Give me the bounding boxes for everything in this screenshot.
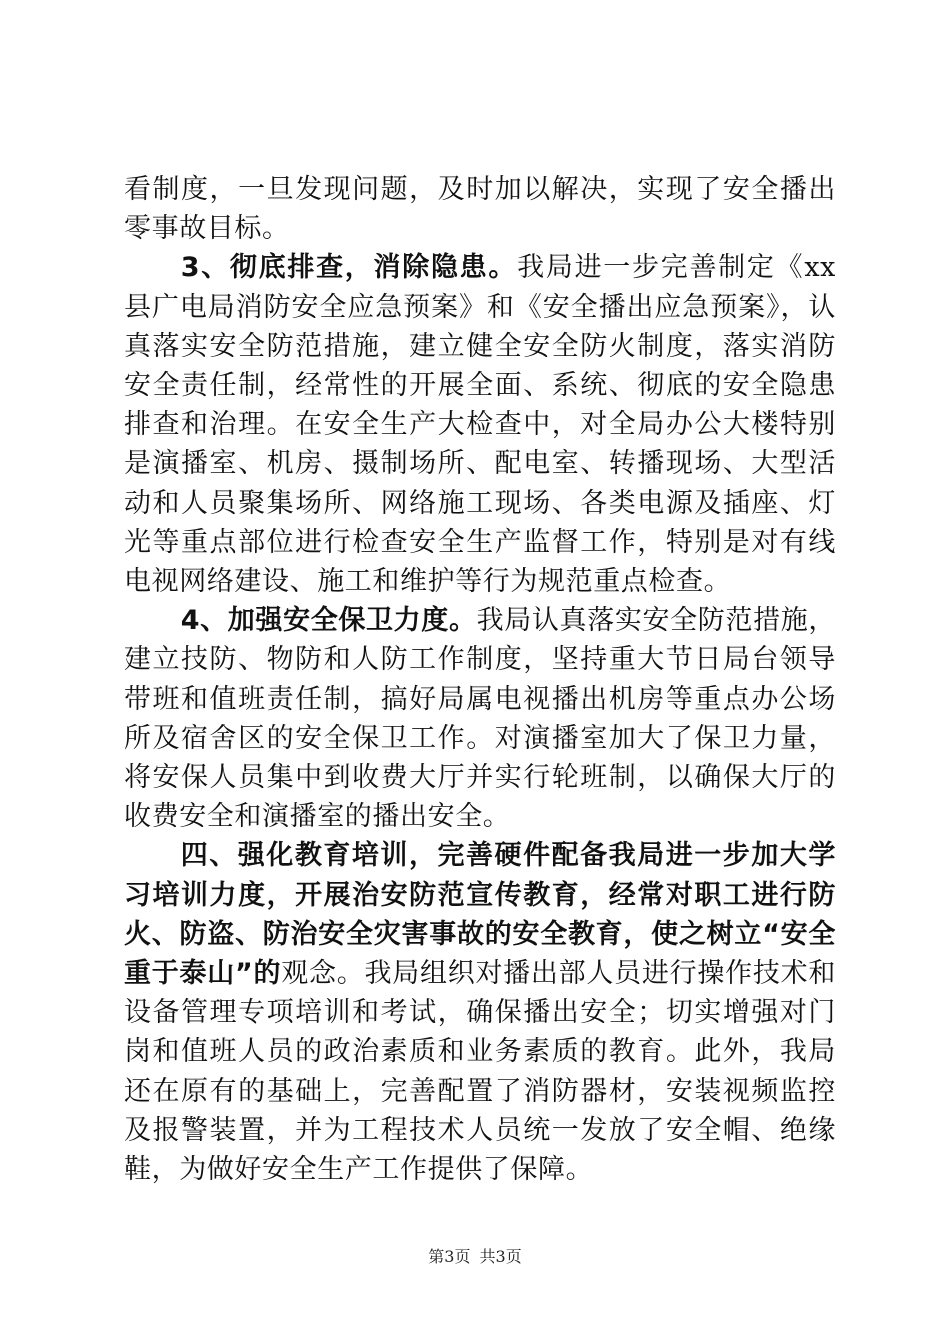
paragraph-heading: 4、加强安全保卫力度。 <box>180 605 477 637</box>
page-footer <box>0 1244 950 1267</box>
paragraph-text: 观念。我局组织对播出部人员进行操作技术和设备管理专项培训和考试，确保播出安全；切实增强对门岗和值班人员的政治素质和业务素质的教育。此外，我局还在原有的基础上，完善配置了消防器材，安装视频监控及报警装置，并为工程技术人员统一发放了安全帽、绝缘鞋，为做好安全生产工作提供了保障。 <box>124 958 836 1186</box>
paragraph-continuation <box>124 170 836 248</box>
section-heading: 四、强化教育培训，完善硬件配备我局进一步加大学习培训力度，开展治安防范宣传教育，经常对职工进行防火、防盗、防治安全灾害事故的安全教育，使之树立“安全重于泰山”的 <box>124 840 836 990</box>
paragraph-item-3 <box>124 248 836 601</box>
paragraph-heading: 3、彻底排查，消除隐患。 <box>180 252 518 284</box>
paragraph-text: 我局认真落实安全防范措施，建立技防、物防和人防工作制度，坚持重大节日局台领导带班和值班责任制，搞好局属电视播出机房等重点办公场所及宿舍区的安全保卫工作。对演播室加大了保卫力量，将安保人员集中到收费大厅并实行轮班制，以确保大厅的收费安全和演播室的播出安全。 <box>124 605 836 833</box>
paragraph-section-4 <box>124 836 836 1189</box>
paragraph-text: 我局进一步完善制定《xx县广电局消防安全应急预案》和《安全播出应急预案》，认真落实安全防范措施，建立健全安全防火制度，落实消防安全责任制，经常性的开展全面、系统、彻底的安全隐患排查和治理。在安全生产大检查中，对全局办公大楼特别是演播室、机房、摄制场所、配电室、转播现场、大型活动和人员聚集场所、网络施工现场、各类电源及插座、灯光等重点部位进行检查安全生产监督工作，特别是对有线电视网络建设、施工和维护等行为规范重点检查。 <box>124 252 836 598</box>
paragraph-item-4 <box>124 601 836 836</box>
document-body <box>124 170 836 1189</box>
page-total: 共3页 <box>479 1247 522 1266</box>
page-number: 第3页 <box>428 1247 471 1266</box>
paragraph-text: 看制度，一旦发现问题，及时加以解决，实现了安全播出零事故目标。 <box>124 174 836 245</box>
